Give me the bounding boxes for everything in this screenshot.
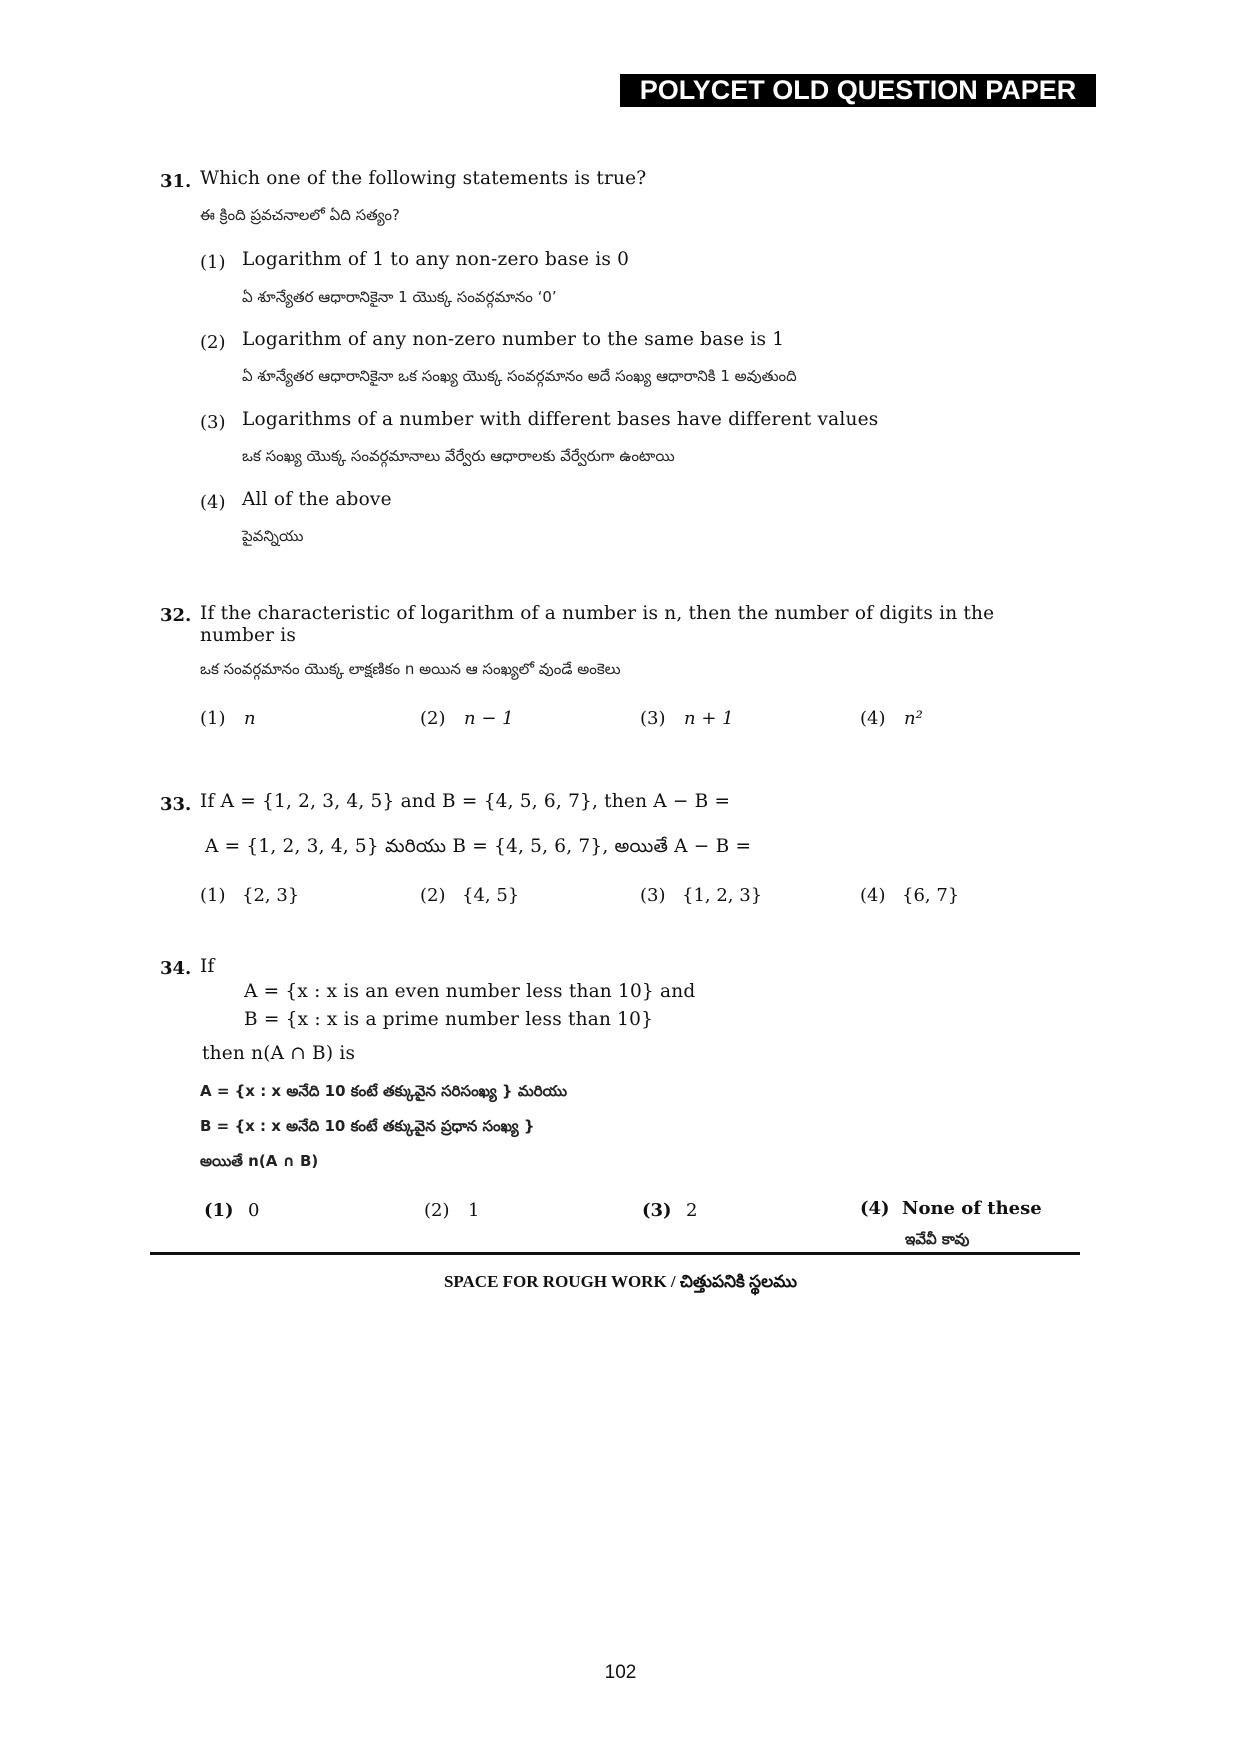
option-text-telugu: ఏ శూన్యేతర ఆధారానికైనా ఒక సంఖ్య యొక్క సంవర్గమానం అదే సంఖ్య ఆధారానికి 1 అవుతుంది [242, 367, 797, 385]
option-number: (4) [860, 885, 886, 906]
option-text-telugu: ఏ శూన్యేతర ఆధారానికైనా 1 యొక్క సంవర్గమానం ‘0’ [242, 288, 557, 306]
option-value: n [244, 708, 256, 729]
option-value: {6, 7} [902, 885, 960, 906]
rough-work-label: SPACE FOR ROUGH WORK / చిత్తుపనికి స్థలము [443, 1272, 798, 1291]
option-number: (3) [200, 412, 226, 433]
question-text: If A = {1, 2, 3, 4, 5} and B = {4, 5, 6, 7}, then A − B = [200, 791, 731, 812]
option-value: 0 [248, 1200, 260, 1221]
option-value: 2 [686, 1200, 698, 1221]
question-number: 32. [160, 605, 192, 626]
question-number: 33. [160, 794, 192, 815]
option-value: 1 [468, 1200, 480, 1221]
question-text-telugu: ఒక సంవర్గమానం యొక్క లాక్షణికం n అయిన ఆ సంఖ్యలో వుండే అంకెలు [200, 660, 621, 678]
option-text-telugu: ఒక సంఖ్య యొక్క సంవర్గమానాలు వేర్వేరు ఆధారాలకు వేర్వేరుగా ఉంటాయి [242, 447, 675, 465]
option-value: {2, 3} [242, 885, 300, 906]
option-number: (2) [420, 885, 446, 906]
question-number: 31. [160, 171, 192, 192]
option-text-telugu: పైవన్నియు [242, 527, 304, 545]
page-banner: POLYCET OLD QUESTION PAPER [620, 74, 1096, 107]
option-number: (4) [200, 492, 226, 513]
question-text: number is [200, 625, 297, 646]
option-number: (1) [200, 708, 226, 729]
option-text: Logarithms of a number with different bases have different values [242, 409, 879, 430]
question-text-telugu: అయితే n(A ∩ B) [200, 1152, 319, 1170]
option-value: None of these [902, 1198, 1042, 1219]
option-text: Logarithm of any non-zero number to the same base is 1 [242, 329, 785, 350]
question-text: Which one of the following statements is true? [200, 168, 647, 189]
option-number: (2) [200, 332, 226, 353]
option-number: (2) [424, 1200, 450, 1221]
option-number: (2) [420, 708, 446, 729]
option-number: (4) [860, 1198, 890, 1219]
option-number: (4) [860, 708, 886, 729]
divider-line [150, 1252, 1080, 1255]
option-value: {1, 2, 3} [682, 885, 763, 906]
option-value: n² [904, 708, 923, 729]
option-value: n − 1 [464, 708, 514, 729]
question-text: If the characteristic of logarithm of a number is n, then the number of digits in the [200, 603, 995, 624]
page-number: 102 [604, 1662, 637, 1683]
set-a-definition: A = {x : x is an even number less than 10} and [244, 981, 696, 1002]
set-a-definition-telugu: A = {x : x అనేది 10 కంటే తక్కువైన సరిసంఖ్య } మరియు [200, 1082, 568, 1100]
option-number: (3) [640, 708, 666, 729]
option-value: n + 1 [684, 708, 734, 729]
question-number: 34. [160, 958, 192, 979]
option-value-telugu: ఇవేవీ కావు [905, 1230, 970, 1248]
option-number: (3) [642, 1200, 672, 1221]
option-text: All of the above [242, 489, 392, 510]
question-text: If [200, 956, 215, 977]
question-text-telugu: A = {1, 2, 3, 4, 5} మరియు B = {4, 5, 6, 7}, అయితే A − B = [205, 836, 752, 857]
option-number: (3) [640, 885, 666, 906]
set-b-definition: B = {x : x is a prime number less than 10} [244, 1009, 654, 1030]
option-value: {4, 5} [462, 885, 520, 906]
question-text-telugu: ఈ క్రింది ప్రవచనాలలో ఏది సత్యం? [200, 206, 400, 224]
option-number: (1) [200, 252, 226, 273]
option-number: (1) [200, 885, 226, 906]
option-text: Logarithm of 1 to any non-zero base is 0 [242, 249, 630, 270]
option-number: (1) [204, 1200, 234, 1221]
question-text: then n(A ∩ B) is [202, 1043, 356, 1064]
set-b-definition-telugu: B = {x : x అనేది 10 కంటే తక్కువైన ప్రధాన సంఖ్య } [200, 1117, 535, 1135]
